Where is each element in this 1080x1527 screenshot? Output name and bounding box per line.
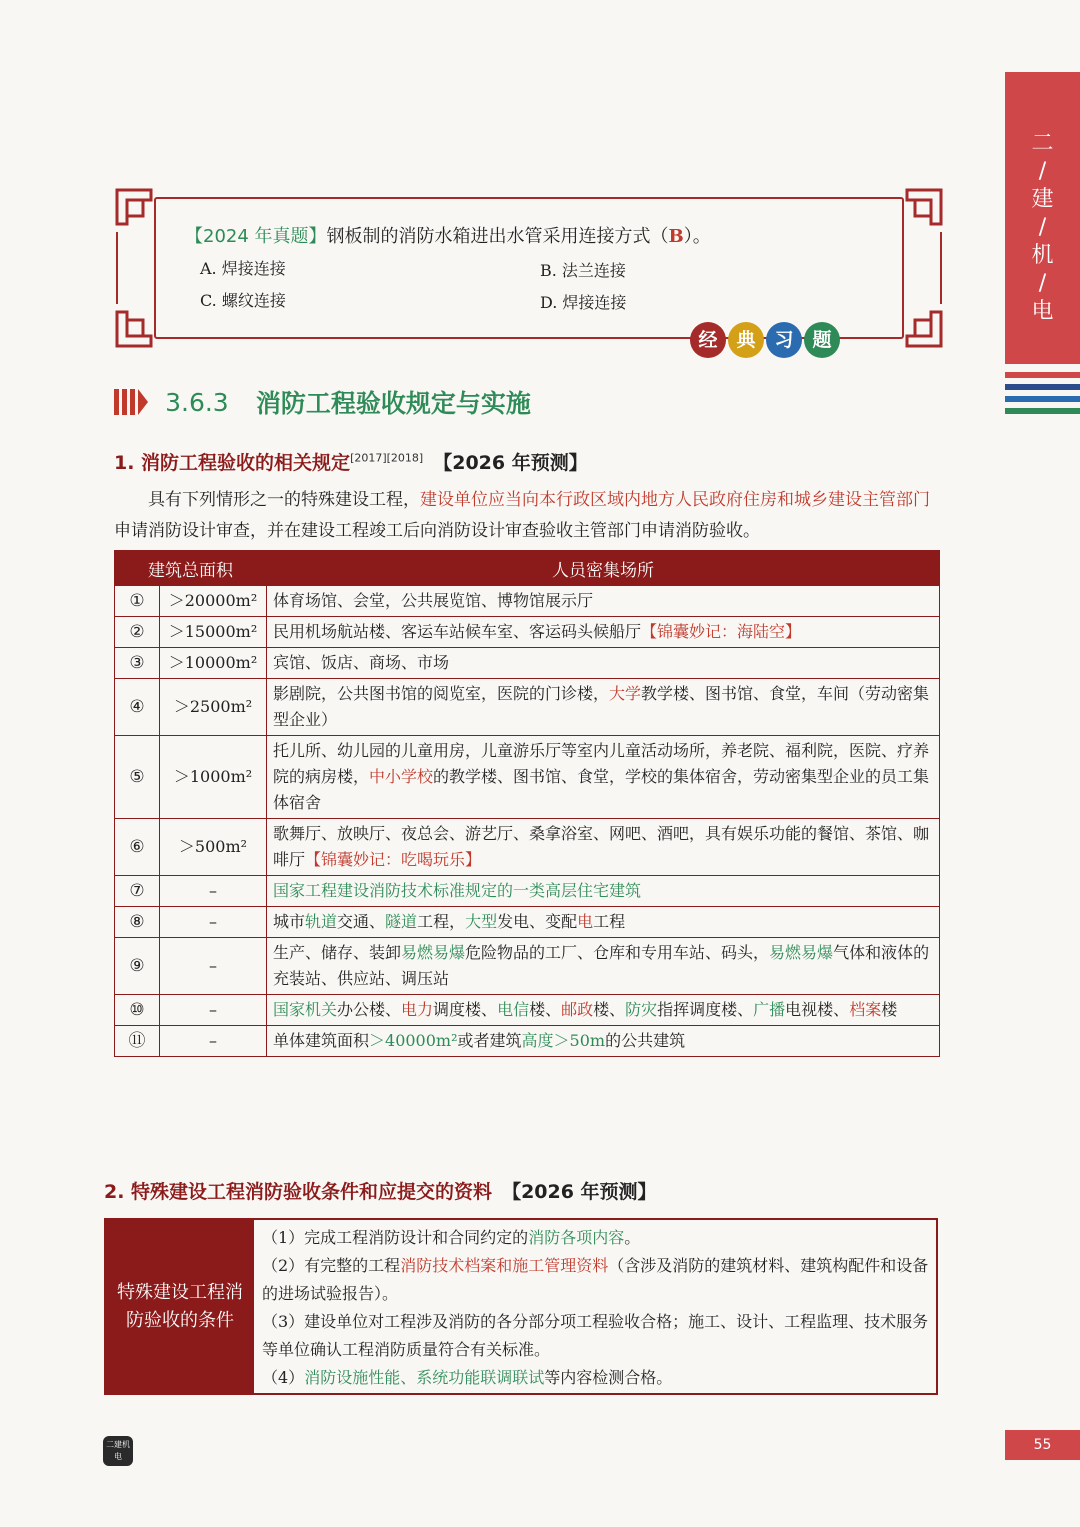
text-segment: 托儿所、幼儿园的儿童用房，儿童游乐厅等室内儿童活动场所，养老院、福利院，医院、疗养院的病房楼，	[273, 741, 930, 786]
condition-item	[262, 1252, 930, 1308]
side-tab-char: 机	[1031, 243, 1054, 268]
option-c: C. 螺纹连接	[200, 291, 286, 310]
text-segment: （3）建设单位对工程涉及消防的各分部分项工程验收合格；施工、设计、工程监理、技术服务等单位确认工程消防质量符合有关标准。	[262, 1312, 929, 1359]
row-places	[267, 586, 940, 617]
row-area: ＞2500m²	[160, 679, 267, 736]
text-segment: 电视楼、	[785, 1000, 850, 1019]
text-segment: 国家机关	[273, 1000, 338, 1019]
table-row	[115, 617, 940, 648]
text-segment: （4）	[262, 1368, 305, 1387]
acceptance-conditions-box	[104, 1218, 938, 1395]
row-places	[267, 736, 940, 819]
row-places	[267, 1026, 940, 1057]
subheading-2	[104, 1177, 657, 1204]
side-stripe	[1005, 384, 1080, 390]
table-row	[115, 876, 940, 907]
row-places	[267, 876, 940, 907]
row-number: ⑥	[115, 819, 160, 876]
side-tab-char: 电	[1031, 299, 1054, 324]
row-places	[267, 907, 940, 938]
logo-text: 二建机电	[106, 1440, 130, 1461]
text-segment: 交通、	[337, 912, 386, 931]
option-b: B. 法兰连接	[540, 261, 626, 280]
row-number: ①	[115, 586, 160, 617]
row-area: ＞15000m²	[160, 617, 267, 648]
row-places	[267, 648, 940, 679]
text-segment: 的教学楼、图书馆、食堂，学校的集体宿舍，劳动密集型企业的员工集体宿舍	[273, 767, 930, 812]
text-segment: 等内容检测合格。	[544, 1368, 673, 1387]
text-segment: 城市	[273, 912, 306, 931]
text-segment: 隧道	[385, 912, 418, 931]
option-d: D. 焊接连接	[540, 293, 627, 312]
text-segment: 调度楼、	[433, 1000, 498, 1019]
header-places: 人员密集场所	[267, 551, 940, 586]
row-places	[267, 938, 940, 995]
text-segment: 体育场馆、会堂，公共展览馆、博物馆展示厅	[273, 591, 594, 610]
text-segment: 歌舞厅、放映厅、夜总会、游艺厅、桑拿浴室、网吧、酒吧，具有娱乐功能的餐馆、茶馆、咖啡厅	[273, 824, 930, 869]
text-segment: 邮政	[561, 1000, 594, 1019]
row-area: ＞1000m²	[160, 736, 267, 819]
intro-text-highlight: 建设单位应当向本行政区域内地方人民政府住房和城乡建设主管部门	[420, 490, 930, 510]
question-tag: 【2024 年真题】	[185, 226, 327, 247]
option-a: A. 焊接连接	[200, 259, 286, 278]
text-segment: 【锦囊妙记：吃喝玩乐】	[305, 850, 482, 869]
text-segment: 消防各项内容	[528, 1228, 625, 1247]
text-segment: 民用机场航站楼、客运车站候车室、客运码头候船厅	[273, 622, 642, 641]
section-heading	[114, 384, 531, 418]
text-segment: 消防设施性能、系统功能联调联试	[304, 1368, 545, 1387]
table-row	[115, 819, 940, 876]
conditions-label	[106, 1220, 254, 1393]
intro-paragraph	[114, 485, 940, 547]
row-number: ④	[115, 679, 160, 736]
table-row	[115, 995, 940, 1026]
text-segment: 楼、	[593, 1000, 626, 1019]
question-text	[185, 222, 711, 248]
table-row	[115, 907, 940, 938]
text-segment: 生产、储存、装卸	[273, 943, 402, 962]
table-header-row	[115, 551, 940, 586]
condition-item	[262, 1224, 930, 1252]
side-tab-char: 二	[1031, 131, 1054, 156]
side-tab-char: /	[1038, 215, 1047, 240]
text-segment: （2）有完整的工程	[262, 1256, 401, 1275]
text-segment: 电信	[497, 1000, 530, 1019]
side-stripes	[1005, 372, 1080, 420]
text-segment: 国家工程建设消防技术标准规定的一类高层住宅建筑	[273, 881, 642, 900]
text-segment: 楼、	[529, 1000, 562, 1019]
prediction-tag-2: 【2026 年预测】	[502, 1181, 657, 1203]
text-segment: 轨道	[305, 912, 338, 931]
text-segment: （1）完成工程消防设计和合同约定的	[262, 1228, 529, 1247]
text-segment: 或者建筑	[457, 1031, 522, 1050]
header-area: 建筑总面积	[115, 551, 267, 586]
text-segment: 单体建筑面积	[273, 1031, 370, 1050]
text-segment: 影剧院，公共图书馆的阅览室，医院的门诊楼，	[273, 684, 610, 703]
side-stripe	[1005, 396, 1080, 402]
text-segment: （含涉及消防的建筑材料、建筑构配件和设备的进场试验报告）。	[262, 1256, 929, 1303]
text-segment: 工程	[593, 912, 626, 931]
row-area: –	[160, 938, 267, 995]
text-segment: ＞40000m²	[369, 1031, 458, 1050]
text-segment: 发电、变配	[497, 912, 578, 931]
row-places	[267, 995, 940, 1026]
prediction-tag: 【2026 年预测】	[433, 452, 588, 474]
conditions-label-text: 特殊建设工程消防验收的条件	[117, 1281, 243, 1331]
row-number: ⑪	[115, 1026, 160, 1057]
brand-logo	[103, 1436, 133, 1466]
text-segment: 楼	[881, 1000, 898, 1019]
condition-item	[262, 1364, 930, 1392]
subheading-1	[114, 448, 588, 475]
intro-text-1: 具有下列情形之一的特殊建设工程，	[148, 490, 420, 510]
text-segment: 气体和液体的充装站、供应站、调压站	[273, 943, 930, 988]
text-segment: 【锦囊妙记：海陆空】	[641, 622, 802, 641]
table-row	[115, 1026, 940, 1057]
intro-text-2: 申请消防设计审查，并在建设工程竣工后向消防设计审查验收主管部门申请消防验收。	[114, 521, 760, 541]
question-stem: 钢板制的消防水箱进出水管采用连接方式（	[326, 226, 669, 247]
row-number: ⑩	[115, 995, 160, 1026]
row-area: ＞20000m²	[160, 586, 267, 617]
side-stripe	[1005, 372, 1080, 378]
text-segment: 中小学校	[369, 767, 434, 786]
side-stripe	[1005, 408, 1080, 414]
section-number: 3.6.3	[165, 387, 229, 417]
text-segment: 办公楼、	[337, 1000, 402, 1019]
row-area: ＞500m²	[160, 819, 267, 876]
text-segment: 大学	[609, 684, 642, 703]
table-row	[115, 736, 940, 819]
row-number: ③	[115, 648, 160, 679]
page-number: 55	[1005, 1430, 1080, 1460]
row-number: ⑨	[115, 938, 160, 995]
side-tab-char: /	[1038, 271, 1047, 296]
text-segment: 电	[577, 912, 594, 931]
row-area: –	[160, 1026, 267, 1057]
table-row	[115, 679, 940, 736]
badge-char: 经	[690, 322, 726, 358]
text-segment: 大型	[465, 912, 498, 931]
side-tab-char: 建	[1031, 187, 1054, 212]
row-places	[267, 617, 940, 648]
text-segment: 易燃易爆	[401, 943, 466, 962]
row-places	[267, 819, 940, 876]
subheading-2-title: 2. 特殊建设工程消防验收条件和应提交的资料	[104, 1181, 493, 1203]
chapter-side-tab	[1005, 72, 1080, 364]
text-segment: 的公共建筑	[605, 1031, 686, 1050]
section-title: 消防工程验收规定与实施	[255, 389, 531, 418]
text-segment: 。	[624, 1228, 641, 1247]
text-segment: 指挥调度楼、	[657, 1000, 754, 1019]
text-segment: 消防技术档案和施工管理资料	[400, 1256, 609, 1275]
section-bars-icon	[114, 389, 148, 415]
row-area: –	[160, 907, 267, 938]
badge-char: 题	[804, 322, 840, 358]
text-segment: 广播	[753, 1000, 786, 1019]
row-places	[267, 679, 940, 736]
crowded-places-table	[114, 550, 940, 1057]
text-segment: 高度＞50m	[521, 1031, 606, 1050]
side-tab-char: /	[1038, 159, 1047, 184]
row-number: ⑧	[115, 907, 160, 938]
row-number: ⑦	[115, 876, 160, 907]
text-segment: 危险物品的工厂、仓库和专用车站、码头，	[465, 943, 770, 962]
answer-letter: B	[668, 226, 684, 247]
table-row	[115, 648, 940, 679]
condition-item	[262, 1308, 930, 1364]
text-segment: 宾馆、饭店、商场、市场	[273, 653, 450, 672]
text-segment: 档案	[849, 1000, 882, 1019]
subheading-1-title: 1. 消防工程验收的相关规定	[114, 452, 351, 474]
table-row	[115, 938, 940, 995]
text-segment: 工程，	[417, 912, 466, 931]
text-segment: 电力	[401, 1000, 434, 1019]
text-segment: 教学楼、图书馆、食堂，车间（劳动密集型企业）	[273, 684, 930, 729]
text-segment: 易燃易爆	[769, 943, 834, 962]
row-area: –	[160, 876, 267, 907]
table-row	[115, 586, 940, 617]
badge-char: 习	[766, 322, 802, 358]
row-number: ⑤	[115, 736, 160, 819]
text-segment: 防灾	[625, 1000, 658, 1019]
row-area: –	[160, 995, 267, 1026]
row-area: ＞10000m²	[160, 648, 267, 679]
row-number: ②	[115, 617, 160, 648]
conditions-list	[262, 1224, 930, 1392]
question-end: ）。	[683, 226, 711, 247]
badge-char: 典	[728, 322, 764, 358]
exam-years: [2017][2018]	[350, 451, 424, 465]
